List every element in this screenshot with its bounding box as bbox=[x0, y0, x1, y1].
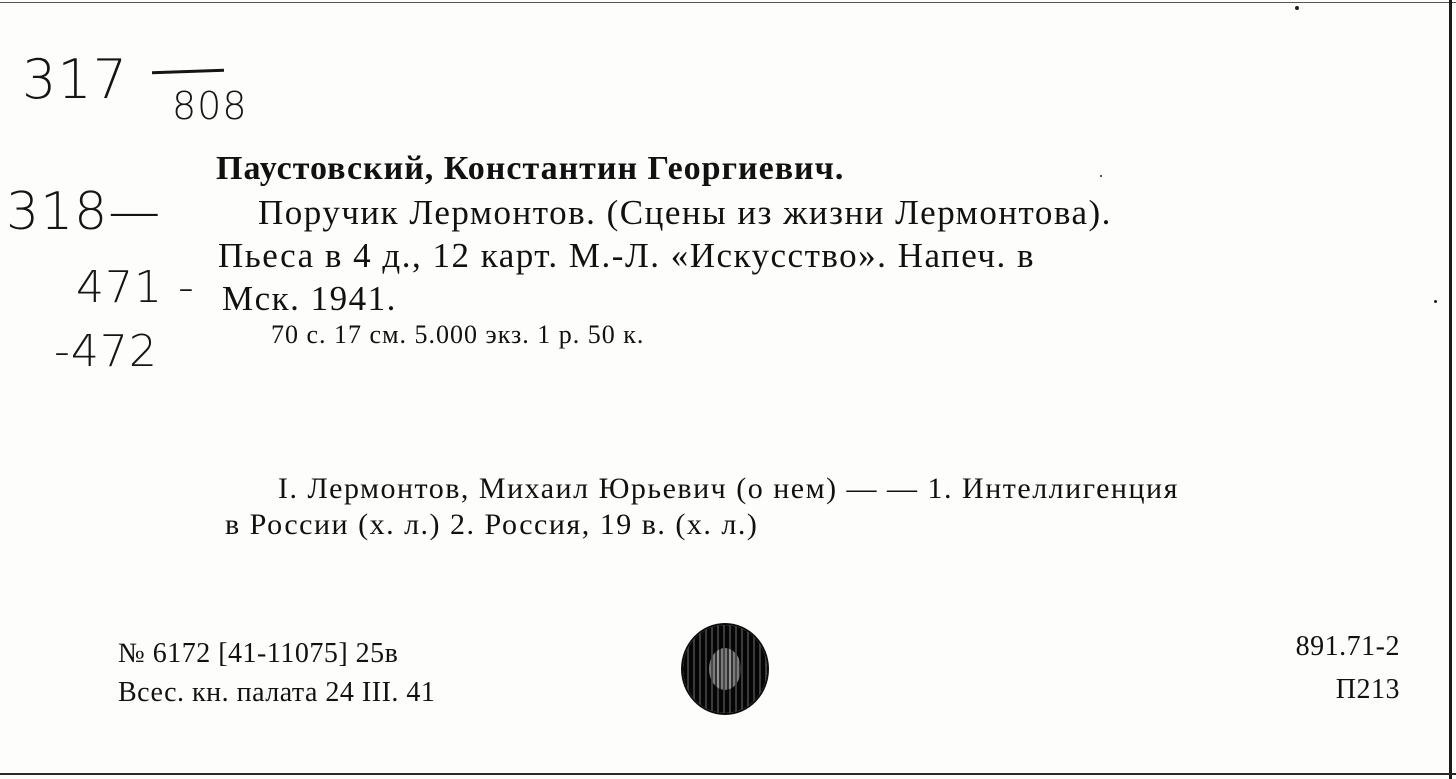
entry-author: Паустовский, Константин Георгиевич. bbox=[216, 150, 845, 187]
footer-number: № 6172 [41-11075] 25в bbox=[118, 638, 399, 669]
card-bottom-edge bbox=[0, 773, 1456, 775]
ink-speck bbox=[1434, 300, 1437, 303]
footer-chamber: Всес. кн. палата 24 III. 41 bbox=[118, 677, 436, 708]
entry-title-line-1: Поручик Лермонтов. (Сцены из жизни Лермонтова). bbox=[258, 193, 1112, 232]
handwritten-shelf-mark-4: -472 bbox=[54, 326, 158, 377]
handwritten-overline bbox=[152, 69, 224, 75]
footer-author-mark: П213 bbox=[1335, 674, 1400, 705]
footer-classification: 891.71-2 bbox=[1295, 631, 1400, 662]
card-top-edge bbox=[0, 2, 1456, 3]
subject-line-1: I. Лермонтов, Михаил Юрьевич (о нем) — — 1. Интеллигенция bbox=[278, 472, 1179, 505]
handwritten-shelf-mark-2: 318— bbox=[6, 182, 162, 242]
handwritten-shelf-mark-3: 471 - bbox=[76, 262, 195, 313]
card-right-edge bbox=[1449, 0, 1452, 779]
entry-collation: 70 с. 17 см. 5.000 экз. 1 р. 50 к. bbox=[271, 320, 645, 349]
handwritten-shelf-mark-1-sub: 808 bbox=[172, 84, 248, 128]
punch-hole-glare bbox=[709, 648, 741, 690]
ink-speck bbox=[1295, 6, 1299, 10]
handwritten-shelf-mark-1: 317 bbox=[22, 48, 129, 111]
entry-title-line-2: Пьеса в 4 д., 12 карт. М.-Л. «Искусство». Напеч. в bbox=[218, 236, 1036, 275]
subject-line-2: в России (х. л.) 2. Россия, 19 в. (х. л.) bbox=[225, 508, 759, 541]
ink-speck bbox=[1100, 175, 1102, 177]
entry-title-line-3: Мск. 1941. bbox=[222, 279, 397, 318]
